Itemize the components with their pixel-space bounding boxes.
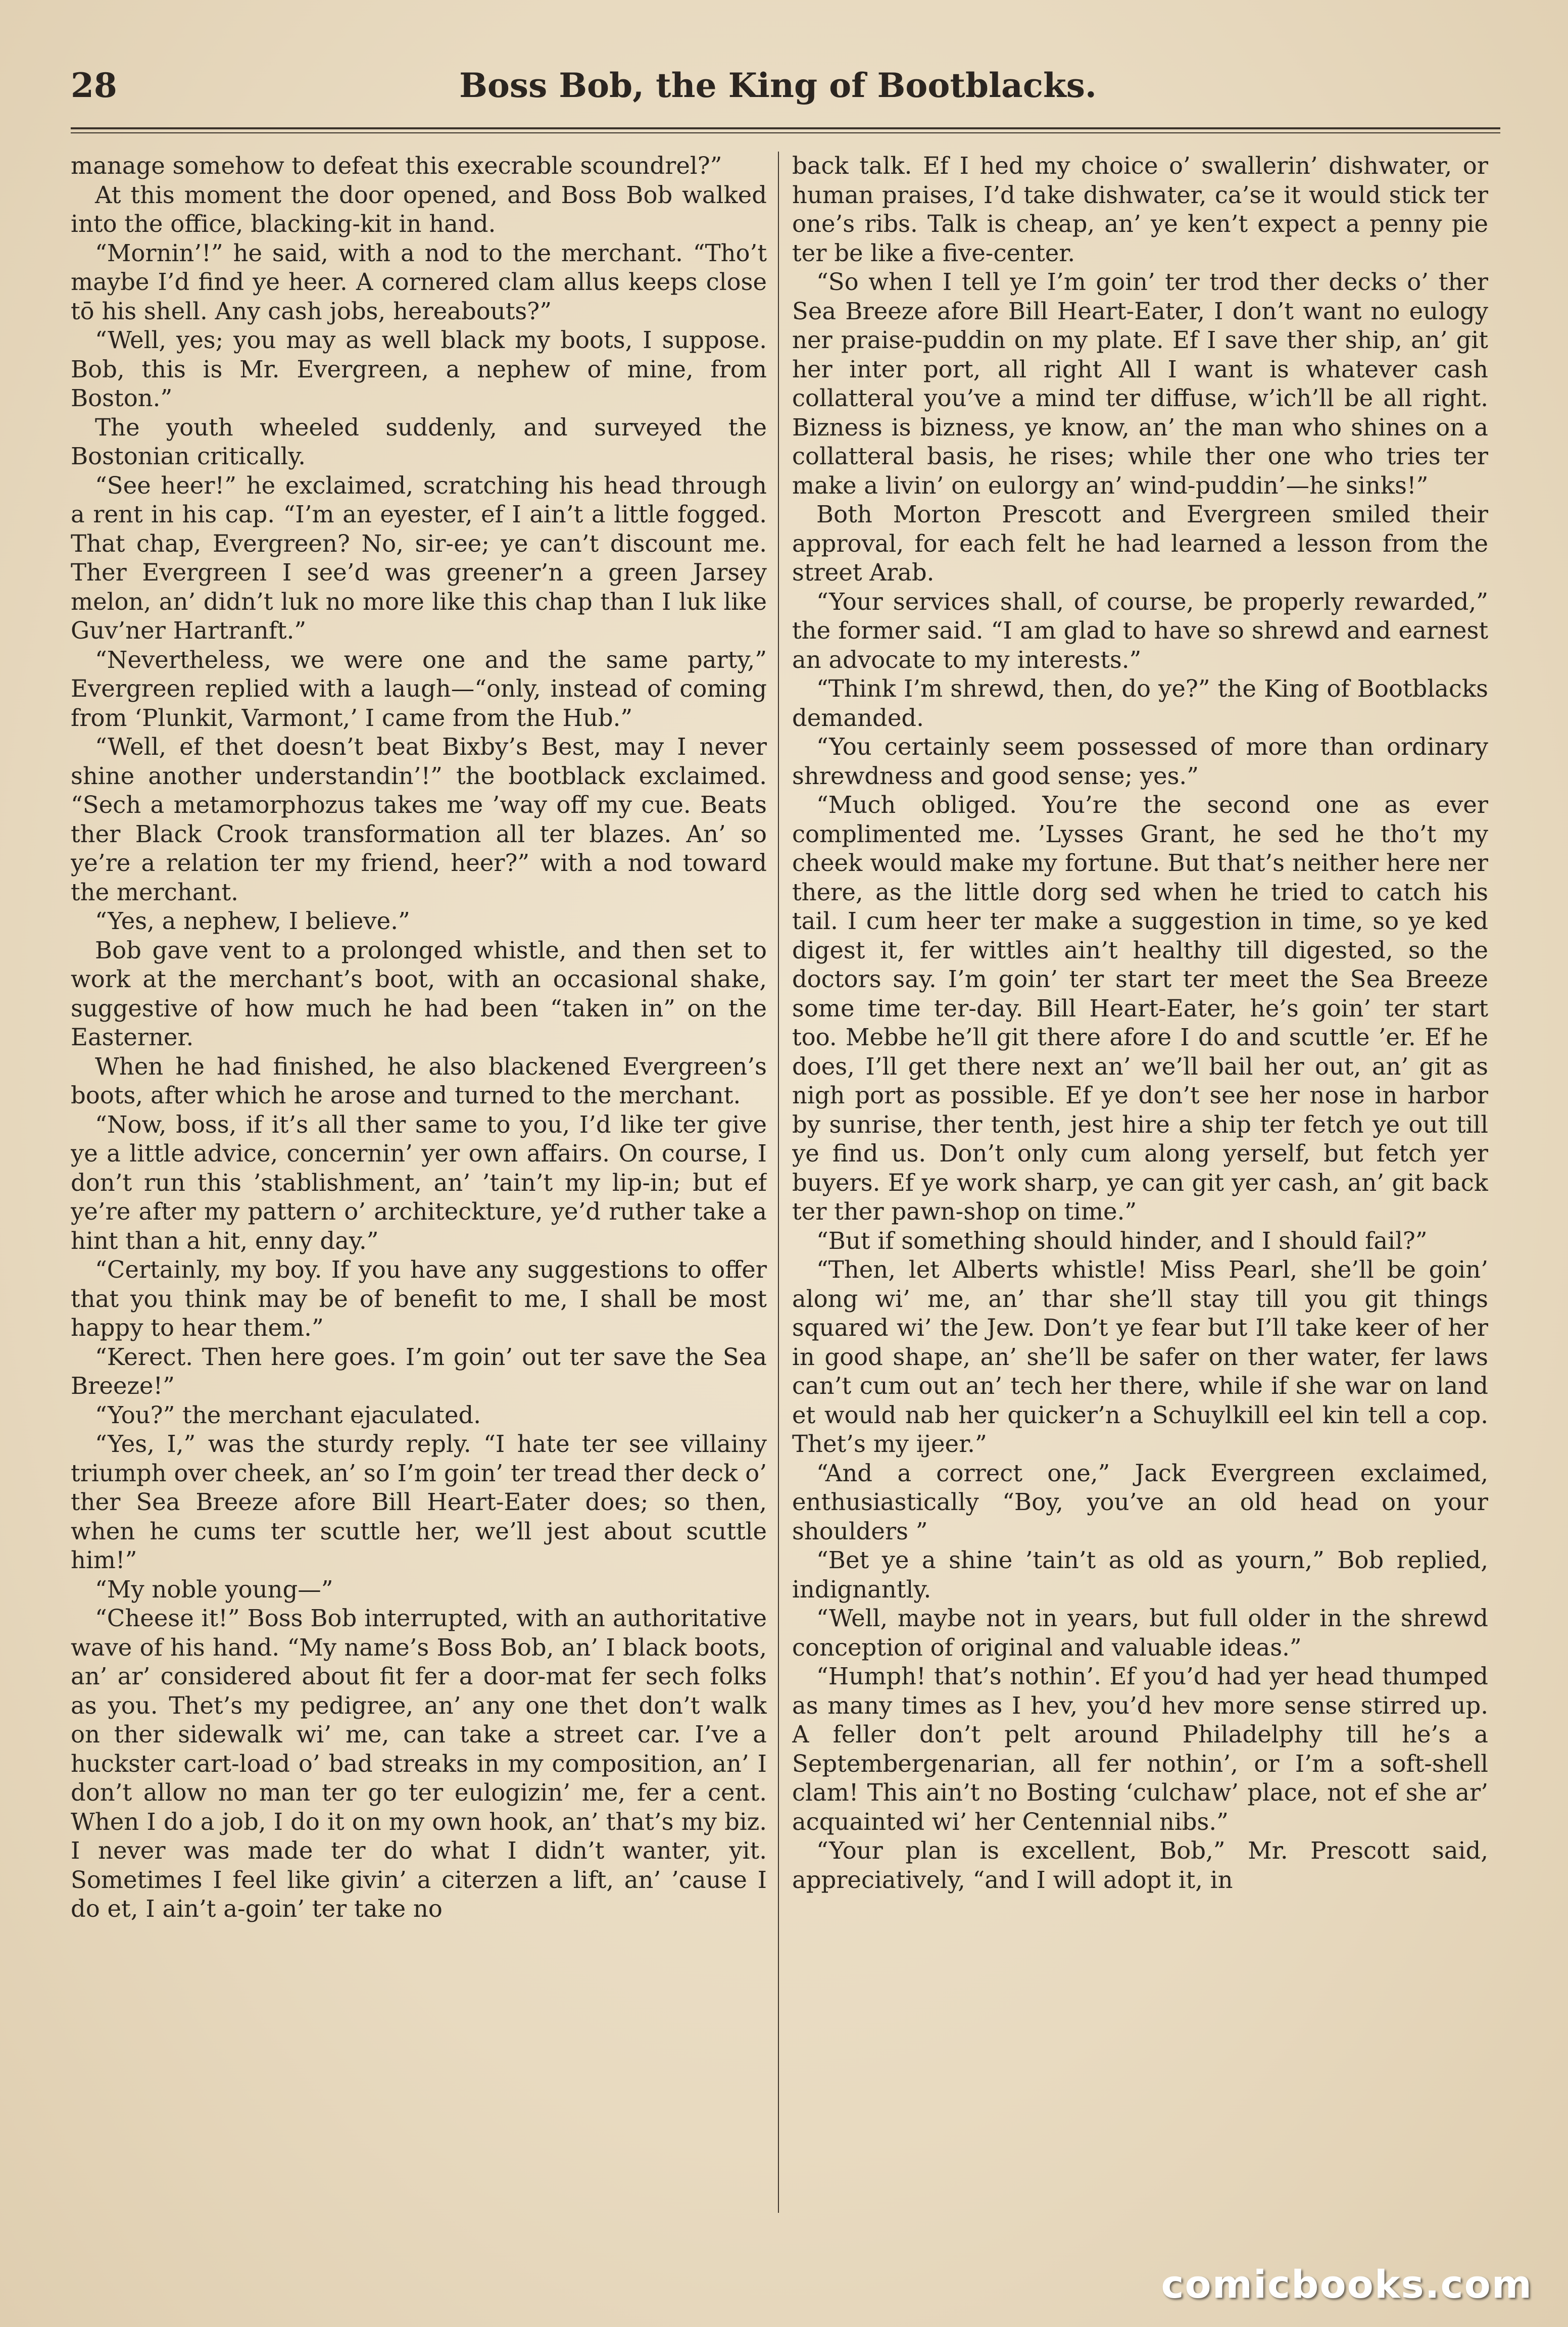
paragraph: “Mornin’!” he said, with a nod to the merchant. “Tho’t maybe I’d find ye heer. A cornered clam allus keeps close tō his shell. Any cash jobs, hereabouts?”: [71, 239, 767, 325]
page-number: 28: [71, 66, 117, 105]
paragraph: “Nevertheless, we were one and the same party,” Evergreen replied with a laugh—“only, instead of coming from ‘Plunkit, Varmont,’ I came from the Hub.”: [71, 646, 767, 732]
paragraph: “But if something should hinder, and I should fail?”: [816, 1227, 1428, 1254]
paragraph: “Kerect. Then here goes. I’m goin’ out ter save the Sea Breeze!”: [71, 1343, 767, 1399]
paragraph: manage somehow to defeat this execrable scoundrel?”: [71, 152, 722, 179]
header-rule-thin: [71, 132, 1500, 133]
header-rule: [71, 127, 1500, 129]
paragraph: “Your plan is excellent, Bob,” Mr. Prescott said, appreciatively, “and I will adopt it, in: [792, 1837, 1488, 1894]
paragraph: “You?” the merchant ejaculated.: [95, 1401, 481, 1429]
paragraph: “And a correct one,” Jack Evergreen exclaimed, enthusiastically “Boy, you’ve an old head on your shoulders ”: [792, 1459, 1488, 1545]
paragraph: “Then, let Alberts whistle! Miss Pearl, she’ll be goin’ along wi’ me, an’ thar she’ll stay till you git things squared wi’ the Jew. Don’t ye fear but I’ll take keer of her in good shape, an’ she’ll be safer on ther water, fer laws can’t cum out an’ tech her there, while if she war on land et would nab her quicker’n a Schuylkill eel kin tell a cop. Thet’s my ijeer.”: [792, 1256, 1488, 1458]
column-divider: [778, 152, 779, 2213]
paragraph: “Think I’m shrewd, then, do ye?” the King of Bootblacks demanded.: [792, 675, 1488, 732]
paragraph: The youth wheeled suddenly, and surveyed the Bostonian critically.: [71, 413, 767, 470]
paragraph: At this moment the door opened, and Boss Bob walked into the office, blacking-kit in hand.: [71, 181, 767, 237]
text-column-right: [792, 152, 1488, 2213]
paragraph: “So when I tell ye I’m goin’ ter trod ther decks o’ ther Sea Breeze afore Bill Heart-Eater, I don’t want no eulogy ner praise-puddin on my plate. Ef I save ther ship, an’ git her inter port, all right All I want is whatever cash collatteral you’ve a mind ter diffuse, w’ich’ll be all right. Bizness is bizness, ye know, an’ the man who shines on a collatteral basis, he rises; while ther one who tries ter make a livin’ on eulorgy an’ wind-puddin’—he sinks!”: [792, 268, 1488, 499]
page-header: [71, 66, 1505, 111]
paragraph: “Yes, a nephew, I believe.”: [95, 907, 410, 935]
paragraph: “You certainly seem possessed of more than ordinary shrewdness and good sense; yes.”: [792, 733, 1488, 790]
running-title: Boss Bob, the King of Bootblacks.: [459, 66, 1097, 105]
paragraph: “Yes, I,” was the sturdy reply. “I hate ter see villainy triumph over cheek, an’ so I’m goin’ ter tread ther deck o’ ther Sea Breeze afore Bill Heart-Eater does; so then, when he cums ter scuttle her, we’ll jest about scuttle him!”: [71, 1430, 767, 1574]
paragraph: “Now, boss, if it’s all ther same to you, I’d like ter give ye a little advice, concernin’ yer own affairs. On course, I don’t run this ’stablishment, an’ ’tain’t my lip-in; but ef ye’re after my pattern o’ architeckture, ye’d ruther take a hint than a hit, enny day.”: [71, 1110, 767, 1254]
paragraph: When he had finished, he also blackened Evergreen’s boots, after which he arose and turned to the merchant.: [71, 1052, 767, 1109]
paragraph: “Your services shall, of course, be properly rewarded,” the former said. “I am glad to have so shrewd and earnest an advocate to my interests.”: [792, 588, 1488, 673]
paragraph: Bob gave vent to a prolonged whistle, and then set to work at the merchant’s boot, with an occasional shake, suggestive of how much he had been “taken in” on the Easterner.: [71, 936, 767, 1051]
paragraph: “Much obliged. You’re the second one as ever complimented me. ’Lysses Grant, he sed he tho’t my cheek would make my fortune. But that’s neither here ner there, as the little dorg sed when he tried to catch his tail. I cum heer ter make a suggestion in time, so ye ked digest it, fer wittles ain’t healthy till digested, so the doctors say. I’m goin’ ter start ter meet the Sea Breeze some time ter-day. Bill Heart-Eater, he’s goin’ ter start too. Mebbe he’ll git there afore I do and scuttle ’er. Ef he does, I’ll get there next an’ we’ll bail her out, an’ git as nigh port as possible. Ef ye don’t see her nose in harbor by sunrise, ther tenth, jest hire a ship ter fetch ye out till ye find us. Don’t only cum along yerself, but fetch yer buyers. Ef ye work sharp, ye can git yer cash, an’ git back ter ther pawn-shop on time.”: [792, 791, 1488, 1225]
paragraph: “Humph! that’s nothin’. Ef you’d had yer head thumped as many times as I hev, you’d hev more sense stirred up. A feller don’t pelt around Philadelphy till he’s a Septembergenarian, all fer nothin’, or I’m a soft-shell clam! This ain’t no Bosting ‘culchaw’ place, not ef she ar’ acquainted wi’ her Centennial nibs.”: [792, 1663, 1488, 1835]
paragraph: “Well, maybe not in years, but full older in the shrewd conception of original and valuable ideas.”: [792, 1605, 1488, 1661]
paragraph: Both Morton Prescott and Evergreen smiled their approval, for each felt he had learned a lesson from the street Arab.: [792, 501, 1488, 586]
paragraph: “My noble young—”: [95, 1575, 333, 1603]
paragraph: “See heer!” he exclaimed, scratching his head through a rent in his cap. “I’m an eyester, ef I ain’t a little fogged. That chap, Evergreen? No, sir-ee; ye can’t discount me. Ther Evergreen I see’d was greener’n a green Jarsey melon, an’ didn’t luk no more like this chap than I luk like Guv’ner Hartranft.”: [71, 471, 767, 644]
text-column-left: [71, 152, 767, 2213]
watermark: comicbooks.com: [1161, 2262, 1533, 2307]
paragraph: “Cheese it!” Boss Bob interrupted, with an authoritative wave of his hand. “My name’s Boss Bob, an’ I black boots, an’ ar’ considered about fit fer a door-mat fer sech folks as you. Thet’s my pedigree, an’ any one thet don’t walk on ther sidewalk wi’ me, can take a street car. I’ve a huckster cart-load o’ bad streaks in my composition, an’ I don’t allow no man ter go ter eulogizin’ me, fer a cent. When I do a job, I do it on my own hook, an’ that’s my biz. I never was made ter do what I didn’t wanter, yit. Sometimes I feel like givin’ a citerzen a lift, an’ ’cause I do et, I ain’t a-goin’ ter take no: [71, 1605, 767, 1922]
paragraph: “Well, ef thet doesn’t beat Bixby’s Best, may I never shine another understandin’!” the bootblack exclaimed. “Sech a metamorphozus takes me ’way off my cue. Beats ther Black Crook transformation all ter blazes. An’ so ye’re a relation ter my friend, heer?” with a nod toward the merchant.: [71, 733, 767, 906]
paragraph: “Certainly, my boy. If you have any suggestions to offer that you think may be of benefit to me, I shall be most happy to hear them.”: [71, 1256, 767, 1341]
paragraph: back talk. Ef I hed my choice o’ swallerin’ dishwater, or human praises, I’d take dishwater, ca’se it would stick ter one’s ribs. Talk is cheap, an’ ye ken’t expect a penny pie ter be like a five-center.: [792, 152, 1488, 267]
paragraph: “Well, yes; you may as well black my boots, I suppose. Bob, this is Mr. Evergreen, a nephew of mine, from Boston.”: [71, 326, 767, 412]
paragraph: “Bet ye a shine ’tain’t as old as yourn,” Bob replied, indignantly.: [792, 1546, 1488, 1603]
